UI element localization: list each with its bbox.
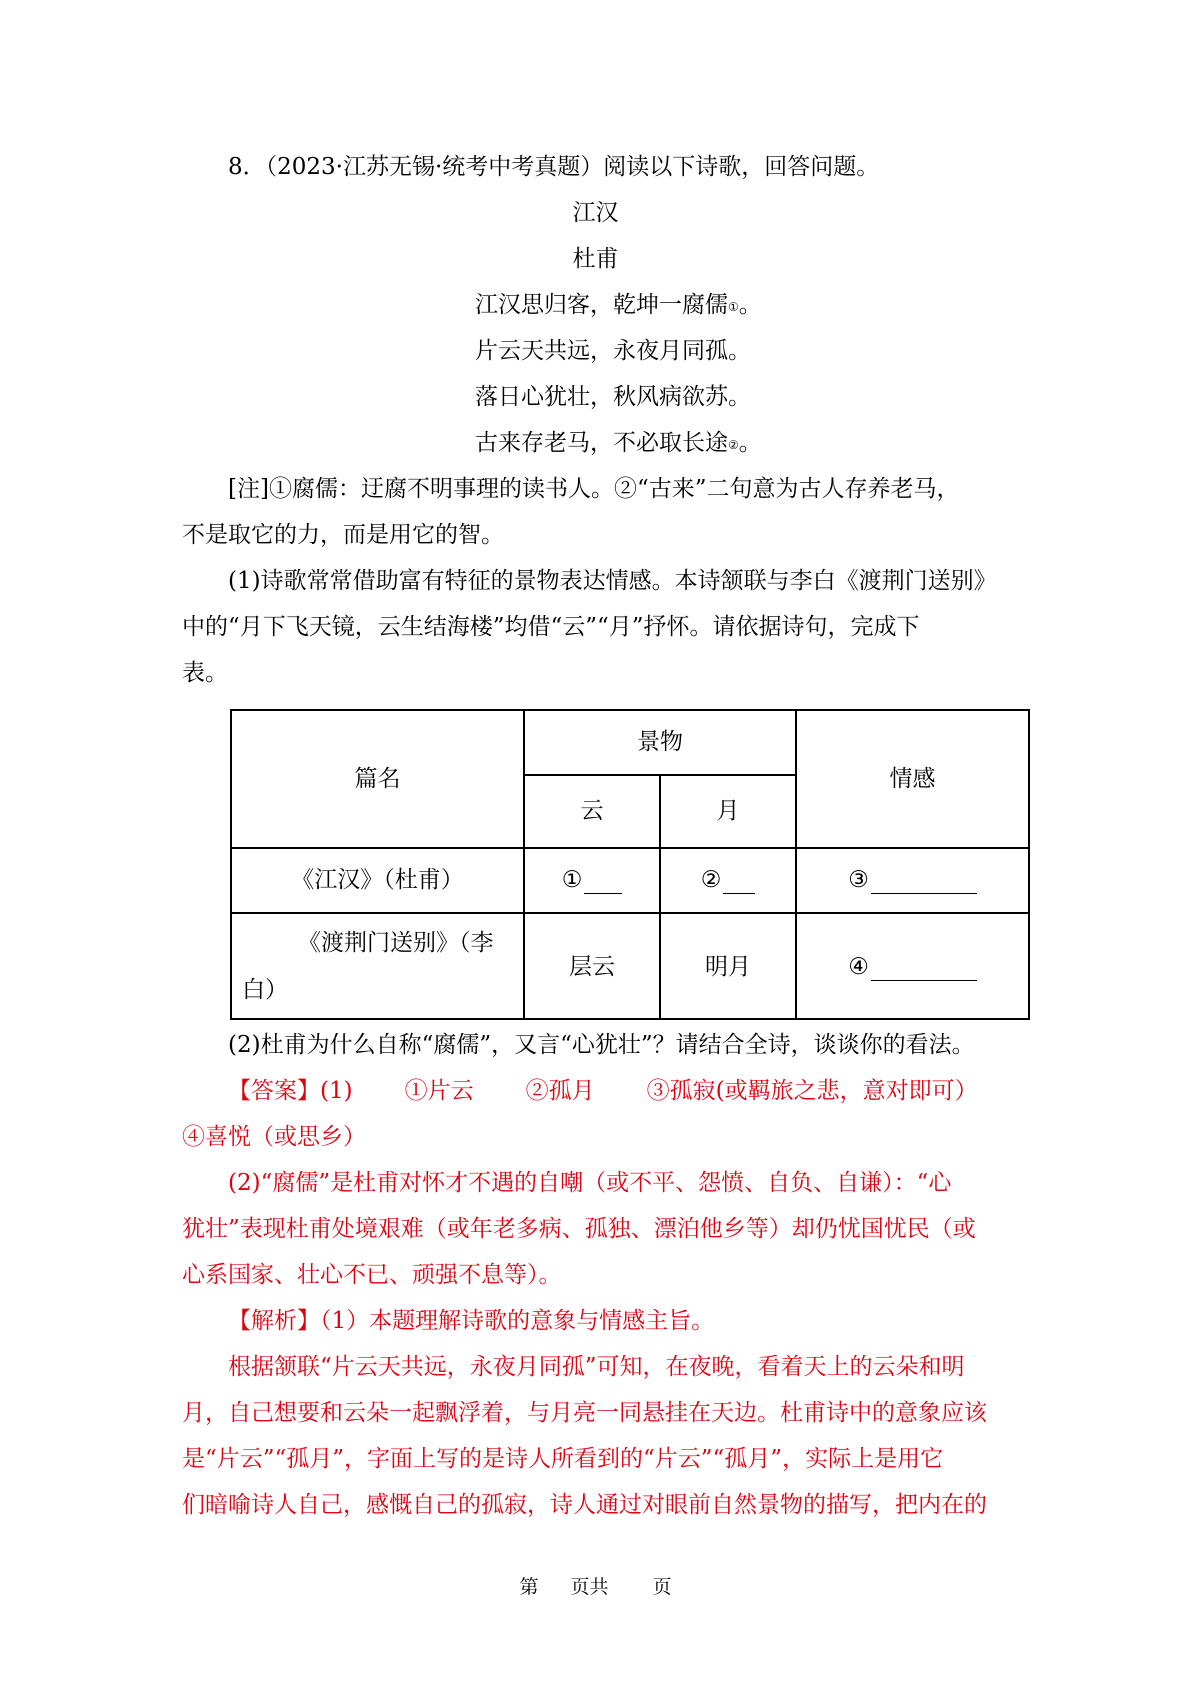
poem-line-2: 片云天共远，永夜月同孤。 xyxy=(475,338,751,364)
poem-notes-line-1: [注]①腐儒：迂腐不明事理的读书人。②“古来”二句意为古人存养老马， xyxy=(228,476,960,502)
poem-author: 杜甫 xyxy=(572,246,619,272)
poem-line-4-end: 。 xyxy=(738,430,762,456)
answer-label: 【答案】 xyxy=(228,1078,320,1104)
answer-a4: ④喜悦（或思乡） xyxy=(182,1124,366,1150)
poem-line-1-end: 。 xyxy=(738,292,762,318)
table-row2-title xyxy=(232,914,523,1020)
poem-line-3: 落日心犹壮，秋风病欲苏。 xyxy=(475,384,751,410)
footer-total-label: 页共 xyxy=(570,1576,609,1598)
answer-table xyxy=(230,709,1030,1020)
question-stem: 8．（2023·江苏无锡·统考中考真题）阅读以下诗歌，回答问题。 xyxy=(228,154,880,180)
table-header-title: 篇名 xyxy=(354,765,401,792)
table-header-cloud: 云 xyxy=(580,798,604,824)
analysis-line-3: 是“片云”“孤月”，字面上写的是诗人所看到的“片云”“孤月”，实际上是用它 xyxy=(182,1446,944,1472)
answer-part2-line-2: 犹壮”表现杜甫处境艰难（或年老多病、孤独、漂泊他乡等）却仍忧国忧民（或 xyxy=(182,1216,976,1242)
analysis-line-2: 月，自己想要和云朵一起飘浮着，与月亮一同悬挂在天边。杜甫诗中的意象应该 xyxy=(182,1400,987,1426)
answer-part2-line-1: (2)“腐儒”是杜甫对怀才不遇的自嘲（或不平、怨愤、自负、自谦）：“心 xyxy=(228,1170,952,1196)
poem-line-1-text: 江汉思归客，乾坤一腐儒 xyxy=(475,292,728,318)
table-row2-emotion xyxy=(797,914,1028,1020)
blank-marker-3: ③ xyxy=(848,867,869,893)
blank-marker-2: ② xyxy=(700,867,722,893)
analysis-intro: （1）本题理解诗歌的意象与情感主旨。 xyxy=(320,1308,715,1334)
poem-title: 江汉 xyxy=(572,200,619,226)
analysis-line-4: 们暗喻诗人自己，感慨自己的孤寂，诗人通过对眼前自然景物的描写，把内在的 xyxy=(182,1492,987,1518)
poem-line-4 xyxy=(475,420,762,469)
table-row1-moon xyxy=(661,849,795,912)
fill-blank-4 xyxy=(871,954,977,981)
analysis-label: 【解析】 xyxy=(228,1308,320,1334)
answer-line-1 xyxy=(182,1068,1020,1115)
q1-line-1: (1)诗歌常常借助富有特征的景物表达情感。本诗颔联与李白《渡荆门送别》 xyxy=(228,568,997,594)
table-header-moon: 月 xyxy=(716,798,740,824)
table-row1-emotion xyxy=(797,849,1028,912)
footer-page-suffix: 页 xyxy=(652,1576,672,1598)
answer-part1-num: (1) xyxy=(320,1078,353,1104)
poem-line-4-text: 古来存老马，不必取长途 xyxy=(475,430,728,456)
page-footer xyxy=(0,1572,1191,1602)
table-row1-title: 《江汉》（杜甫） xyxy=(291,867,464,893)
table-header-emotion: 情感 xyxy=(889,765,936,792)
analysis-line-1: 根据颔联“片云天共远，永夜月同孤”可知，在夜晚，看着天上的云朵和明 xyxy=(228,1354,965,1380)
table-row2-cloud: 层云 xyxy=(569,953,615,980)
fill-blank-3 xyxy=(871,867,977,894)
q1-line-2: 中的“月下飞天镜，云生结海楼”均借“云”“月”抒怀。请依据诗句，完成下 xyxy=(182,614,920,640)
q2-text: (2)杜甫为什么自称“腐儒”，又言“心犹壮”？请结合全诗，谈谈你的看法。 xyxy=(228,1032,975,1058)
table-row1-cloud xyxy=(525,849,659,912)
table-header-scenery: 景物 xyxy=(637,729,683,755)
answer-a3: ③孤寂(或羁旅之悲，意对即可） xyxy=(646,1078,978,1104)
table-row2-title-a: 《渡荆门送别》（李 xyxy=(298,930,494,956)
q1-line-3: 表。 xyxy=(182,660,228,686)
blank-marker-1: ① xyxy=(561,867,583,893)
answer-part2-line-3: 心系国家、壮心不已、顽强不息等）。 xyxy=(182,1262,562,1288)
table-row2-title-b: 白） xyxy=(242,977,288,1003)
answer-a1: ①片云 xyxy=(404,1078,474,1104)
answer-a2: ②孤月 xyxy=(525,1078,595,1104)
blank-marker-4: ④ xyxy=(848,953,869,980)
poem-line-1 xyxy=(475,282,762,331)
fill-blank-2 xyxy=(723,867,755,894)
poem-note-marker-2: ② xyxy=(728,438,739,452)
poem-note-marker-1: ① xyxy=(728,300,739,314)
analysis-intro-line xyxy=(182,1298,1020,1345)
table-row2-moon: 明月 xyxy=(705,953,751,980)
footer-page-label: 第 xyxy=(519,1576,539,1598)
fill-blank-1 xyxy=(584,867,622,894)
poem-notes-line-2: 不是取它的力，而是用它的智。 xyxy=(182,522,504,548)
